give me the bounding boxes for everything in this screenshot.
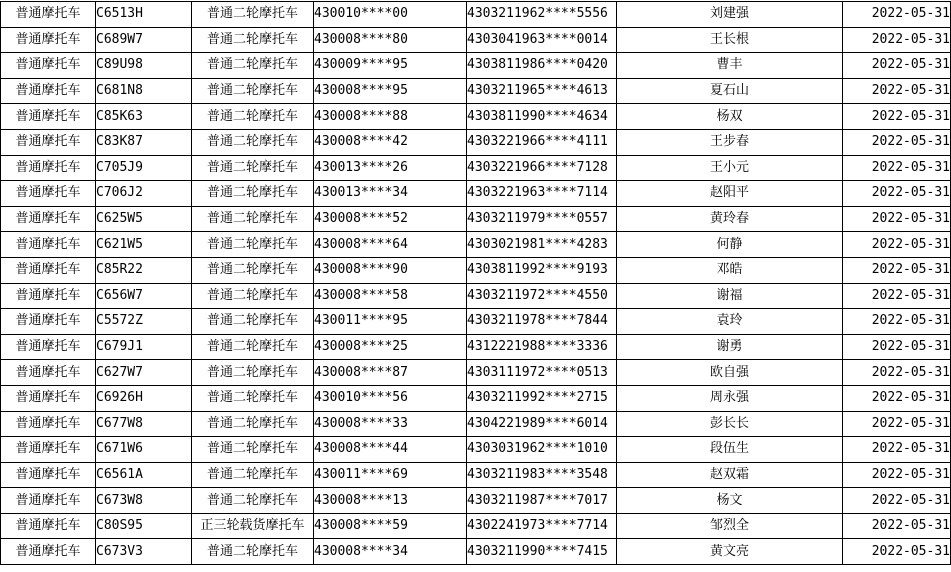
- cell-date: 2022-05-31: [843, 283, 951, 309]
- cell-category: 普通摩托车: [1, 155, 96, 181]
- cell-id-number: 4303111972****0513: [467, 360, 617, 386]
- cell-date: 2022-05-31: [843, 257, 951, 283]
- cell-id-code: 430008****25: [314, 334, 467, 360]
- cell-date: 2022-05-31: [843, 334, 951, 360]
- cell-id-number: 4303211965****4613: [467, 78, 617, 104]
- cell-id-code: 430008****87: [314, 360, 467, 386]
- cell-vehicle-type: 普通二轮摩托车: [192, 437, 314, 463]
- cell-owner-name: 谢福: [617, 283, 843, 309]
- cell-owner-name: 周永强: [617, 385, 843, 411]
- cell-date: 2022-05-31: [843, 360, 951, 386]
- cell-plate-number: C679J1: [96, 334, 192, 360]
- cell-date: 2022-05-31: [843, 181, 951, 207]
- cell-vehicle-type: 普通二轮摩托车: [192, 155, 314, 181]
- table-row: [1, 360, 951, 386]
- cell-date: 2022-05-31: [843, 513, 951, 539]
- cell-plate-number: C706J2: [96, 181, 192, 207]
- cell-id-number: 4303211978****7844: [467, 309, 617, 335]
- cell-category: 普通摩托车: [1, 539, 96, 565]
- cell-plate-number: C681N8: [96, 78, 192, 104]
- cell-date: 2022-05-31: [843, 309, 951, 335]
- cell-owner-name: 黄玲春: [617, 206, 843, 232]
- cell-date: 2022-05-31: [843, 155, 951, 181]
- cell-category: 普通摩托车: [1, 232, 96, 258]
- cell-plate-number: C656W7: [96, 283, 192, 309]
- cell-category: 普通摩托车: [1, 78, 96, 104]
- cell-owner-name: 赵双霜: [617, 462, 843, 488]
- cell-category: 普通摩托车: [1, 283, 96, 309]
- cell-owner-name: 欧自强: [617, 360, 843, 386]
- cell-vehicle-type: 普通二轮摩托车: [192, 53, 314, 79]
- cell-vehicle-type: 普通二轮摩托车: [192, 129, 314, 155]
- cell-owner-name: 邓皓: [617, 257, 843, 283]
- cell-plate-number: C627W7: [96, 360, 192, 386]
- cell-id-number: 4303211962****5556: [467, 2, 617, 28]
- cell-category: 普通摩托车: [1, 129, 96, 155]
- cell-date: 2022-05-31: [843, 411, 951, 437]
- cell-vehicle-type: 普通二轮摩托车: [192, 257, 314, 283]
- cell-vehicle-type: 普通二轮摩托车: [192, 360, 314, 386]
- cell-plate-number: C6926H: [96, 385, 192, 411]
- cell-date: 2022-05-31: [843, 206, 951, 232]
- table-row: [1, 232, 951, 258]
- cell-id-number: 4303811992****9193: [467, 257, 617, 283]
- cell-plate-number: C673W8: [96, 488, 192, 514]
- cell-date: 2022-05-31: [843, 78, 951, 104]
- table-row: [1, 2, 951, 28]
- cell-vehicle-type: 普通二轮摩托车: [192, 232, 314, 258]
- table-row: [1, 129, 951, 155]
- cell-category: 普通摩托车: [1, 104, 96, 130]
- table-row: [1, 385, 951, 411]
- table-row: [1, 437, 951, 463]
- table-row: [1, 155, 951, 181]
- cell-date: 2022-05-31: [843, 104, 951, 130]
- cell-plate-number: C6513H: [96, 2, 192, 28]
- table-row: [1, 334, 951, 360]
- cell-plate-number: C677W8: [96, 411, 192, 437]
- table-body: [1, 2, 951, 565]
- cell-id-number: 4303041963****0014: [467, 27, 617, 53]
- cell-id-number: 4303211992****2715: [467, 385, 617, 411]
- cell-id-code: 430008****95: [314, 78, 467, 104]
- table-row: [1, 539, 951, 565]
- cell-vehicle-type: 普通二轮摩托车: [192, 2, 314, 28]
- cell-id-number: 4303021981****4283: [467, 232, 617, 258]
- cell-category: 普通摩托车: [1, 513, 96, 539]
- table-row: [1, 309, 951, 335]
- cell-vehicle-type: 普通二轮摩托车: [192, 539, 314, 565]
- cell-id-code: 430011****69: [314, 462, 467, 488]
- cell-id-number: 4312221988****3336: [467, 334, 617, 360]
- cell-plate-number: C5572Z: [96, 309, 192, 335]
- cell-id-code: 430008****80: [314, 27, 467, 53]
- cell-owner-name: 夏石山: [617, 78, 843, 104]
- table-row: [1, 411, 951, 437]
- table-row: [1, 462, 951, 488]
- cell-plate-number: C85K63: [96, 104, 192, 130]
- cell-vehicle-type: 正三轮载货摩托车: [192, 513, 314, 539]
- cell-id-number: 4303221966****4111: [467, 129, 617, 155]
- cell-vehicle-type: 普通二轮摩托车: [192, 385, 314, 411]
- cell-owner-name: 谢勇: [617, 334, 843, 360]
- cell-date: 2022-05-31: [843, 462, 951, 488]
- cell-id-code: 430008****42: [314, 129, 467, 155]
- cell-vehicle-type: 普通二轮摩托车: [192, 206, 314, 232]
- cell-date: 2022-05-31: [843, 437, 951, 463]
- cell-id-code: 430008****52: [314, 206, 467, 232]
- cell-plate-number: C689W7: [96, 27, 192, 53]
- cell-id-code: 430008****90: [314, 257, 467, 283]
- cell-id-code: 430008****64: [314, 232, 467, 258]
- cell-plate-number: C705J9: [96, 155, 192, 181]
- cell-owner-name: 杨双: [617, 104, 843, 130]
- cell-category: 普通摩托车: [1, 53, 96, 79]
- cell-id-number: 4303211972****4550: [467, 283, 617, 309]
- cell-date: 2022-05-31: [843, 27, 951, 53]
- cell-id-number: 4303221966****7128: [467, 155, 617, 181]
- cell-id-number: 4303211987****7017: [467, 488, 617, 514]
- cell-plate-number: C671W6: [96, 437, 192, 463]
- cell-id-code: 430008****44: [314, 437, 467, 463]
- cell-category: 普通摩托车: [1, 206, 96, 232]
- cell-category: 普通摩托车: [1, 360, 96, 386]
- cell-owner-name: 段伍生: [617, 437, 843, 463]
- cell-owner-name: 邹烈全: [617, 513, 843, 539]
- cell-category: 普通摩托车: [1, 181, 96, 207]
- table-row: [1, 181, 951, 207]
- cell-id-code: 430008****33: [314, 411, 467, 437]
- cell-id-code: 430008****88: [314, 104, 467, 130]
- cell-vehicle-type: 普通二轮摩托车: [192, 181, 314, 207]
- cell-plate-number: C6561A: [96, 462, 192, 488]
- cell-date: 2022-05-31: [843, 539, 951, 565]
- cell-date: 2022-05-31: [843, 488, 951, 514]
- cell-id-number: 4303211979****0557: [467, 206, 617, 232]
- cell-id-number: 4303811986****0420: [467, 53, 617, 79]
- cell-category: 普通摩托车: [1, 488, 96, 514]
- cell-id-number: 4303211990****7415: [467, 539, 617, 565]
- table-row: [1, 283, 951, 309]
- cell-owner-name: 王小元: [617, 155, 843, 181]
- cell-owner-name: 彭长长: [617, 411, 843, 437]
- cell-id-code: 430010****56: [314, 385, 467, 411]
- cell-owner-name: 黄文亮: [617, 539, 843, 565]
- cell-owner-name: 赵阳平: [617, 181, 843, 207]
- cell-date: 2022-05-31: [843, 53, 951, 79]
- cell-plate-number: C80S95: [96, 513, 192, 539]
- cell-plate-number: C89U98: [96, 53, 192, 79]
- cell-category: 普通摩托车: [1, 2, 96, 28]
- cell-category: 普通摩托车: [1, 309, 96, 335]
- cell-vehicle-type: 普通二轮摩托车: [192, 488, 314, 514]
- cell-owner-name: 何静: [617, 232, 843, 258]
- cell-vehicle-type: 普通二轮摩托车: [192, 283, 314, 309]
- table-row: [1, 53, 951, 79]
- table-row: [1, 104, 951, 130]
- cell-date: 2022-05-31: [843, 2, 951, 28]
- cell-plate-number: C83K87: [96, 129, 192, 155]
- cell-category: 普通摩托车: [1, 411, 96, 437]
- cell-vehicle-type: 普通二轮摩托车: [192, 309, 314, 335]
- cell-date: 2022-05-31: [843, 232, 951, 258]
- table-row: [1, 206, 951, 232]
- cell-id-code: 430013****26: [314, 155, 467, 181]
- cell-owner-name: 杨文: [617, 488, 843, 514]
- cell-owner-name: 袁玲: [617, 309, 843, 335]
- cell-id-number: 4303221963****7114: [467, 181, 617, 207]
- cell-date: 2022-05-31: [843, 385, 951, 411]
- cell-id-number: 4303811990****4634: [467, 104, 617, 130]
- table-row: [1, 27, 951, 53]
- cell-category: 普通摩托车: [1, 385, 96, 411]
- cell-id-number: 4302241973****7714: [467, 513, 617, 539]
- cell-id-code: 430008****59: [314, 513, 467, 539]
- cell-date: 2022-05-31: [843, 129, 951, 155]
- cell-owner-name: 王长根: [617, 27, 843, 53]
- cell-vehicle-type: 普通二轮摩托车: [192, 334, 314, 360]
- cell-plate-number: C625W5: [96, 206, 192, 232]
- cell-id-number: 4303211983****3548: [467, 462, 617, 488]
- table-row: [1, 78, 951, 104]
- cell-id-code: 430008****58: [314, 283, 467, 309]
- cell-category: 普通摩托车: [1, 334, 96, 360]
- table-row: [1, 257, 951, 283]
- cell-vehicle-type: 普通二轮摩托车: [192, 27, 314, 53]
- cell-category: 普通摩托车: [1, 257, 96, 283]
- cell-id-code: 430013****34: [314, 181, 467, 207]
- cell-id-code: 430010****00: [314, 2, 467, 28]
- cell-owner-name: 曹丰: [617, 53, 843, 79]
- cell-owner-name: 王步春: [617, 129, 843, 155]
- cell-plate-number: C673V3: [96, 539, 192, 565]
- cell-category: 普通摩托车: [1, 27, 96, 53]
- cell-vehicle-type: 普通二轮摩托车: [192, 104, 314, 130]
- table-row: [1, 513, 951, 539]
- cell-owner-name: 刘建强: [617, 2, 843, 28]
- registration-table: [0, 1, 951, 565]
- cell-category: 普通摩托车: [1, 437, 96, 463]
- cell-plate-number: C85R22: [96, 257, 192, 283]
- cell-id-number: 4304221989****6014: [467, 411, 617, 437]
- cell-id-number: 4303031962****1010: [467, 437, 617, 463]
- cell-vehicle-type: 普通二轮摩托车: [192, 462, 314, 488]
- table-row: [1, 488, 951, 514]
- cell-category: 普通摩托车: [1, 462, 96, 488]
- cell-id-code: 430009****95: [314, 53, 467, 79]
- cell-vehicle-type: 普通二轮摩托车: [192, 411, 314, 437]
- cell-id-code: 430011****95: [314, 309, 467, 335]
- cell-vehicle-type: 普通二轮摩托车: [192, 78, 314, 104]
- cell-id-code: 430008****13: [314, 488, 467, 514]
- cell-id-code: 430008****34: [314, 539, 467, 565]
- cell-plate-number: C621W5: [96, 232, 192, 258]
